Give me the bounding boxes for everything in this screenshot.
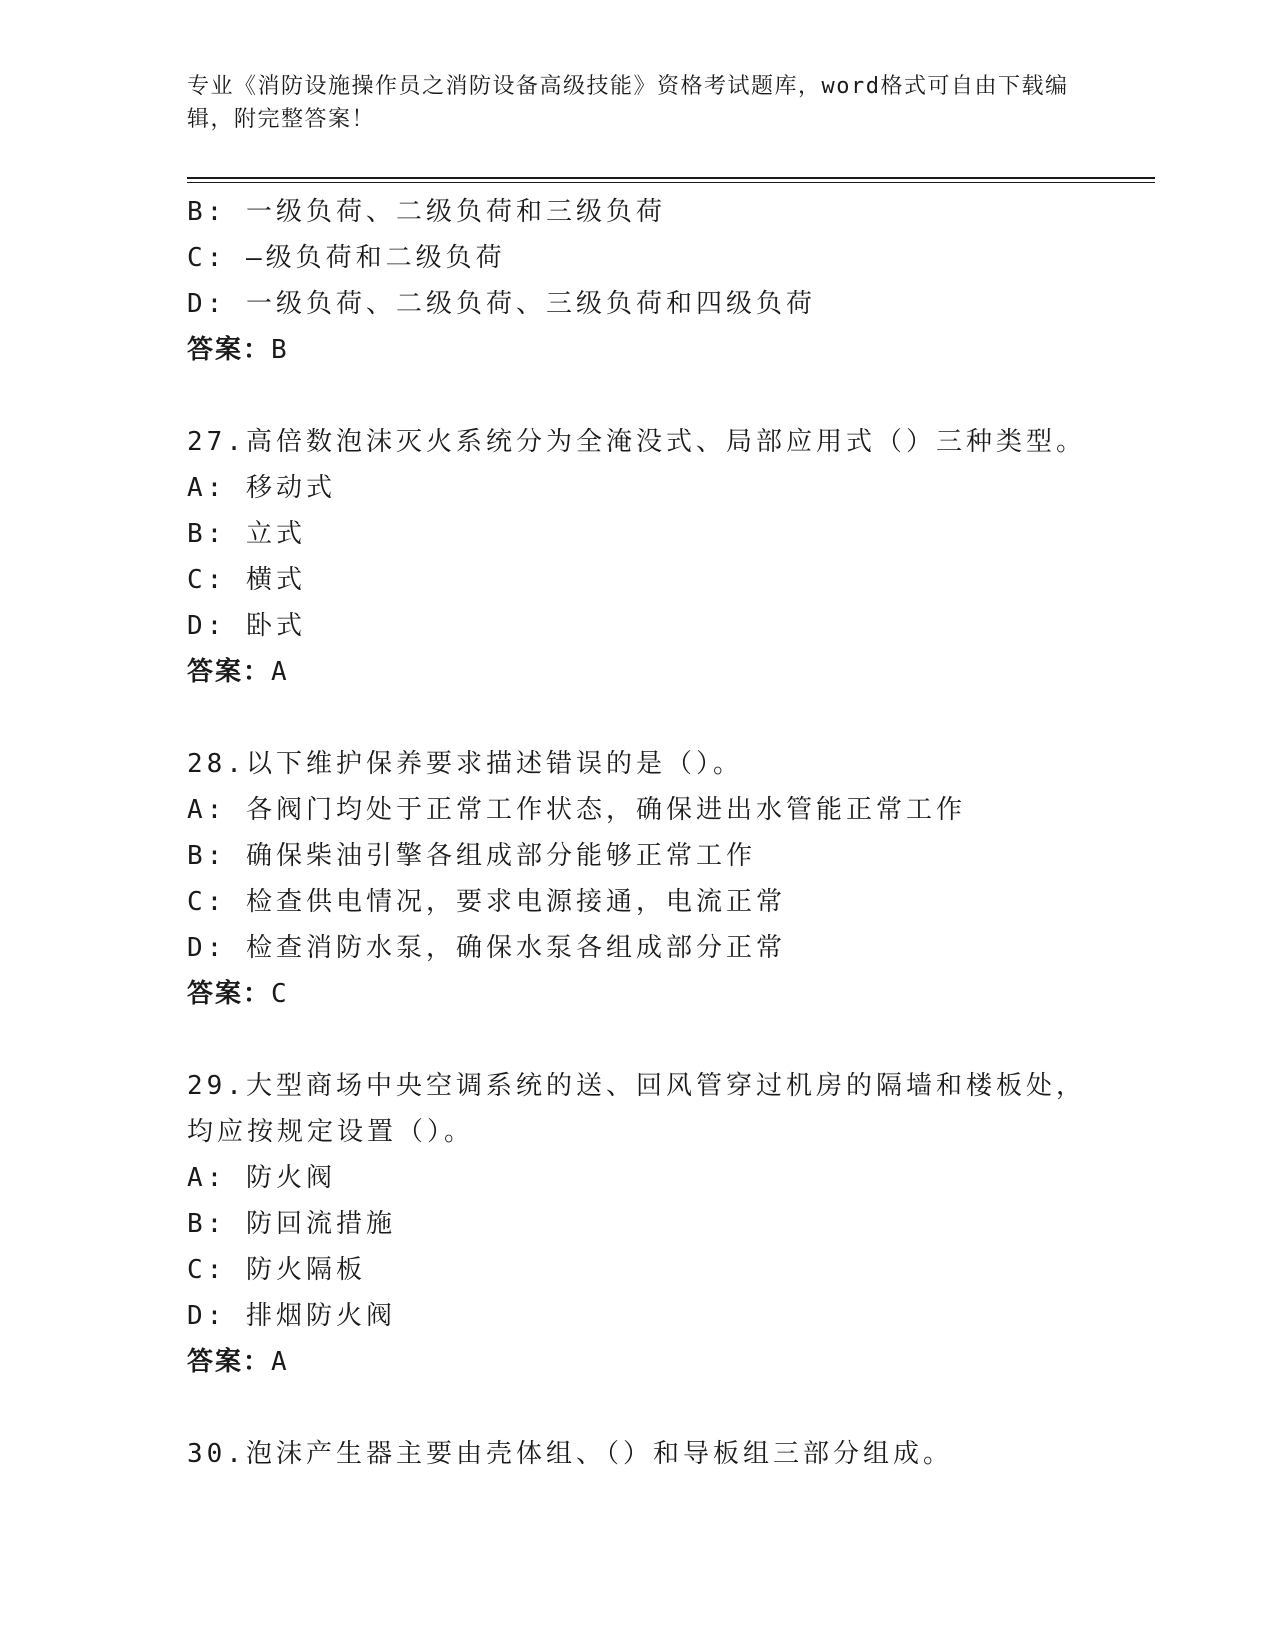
answer-line bbox=[187, 1339, 1107, 1385]
option-b: B: 一级负荷、二级负荷和三级负荷 bbox=[187, 197, 666, 227]
question-30 bbox=[187, 1431, 1107, 1477]
question-27 bbox=[187, 419, 1107, 695]
answer-value: A bbox=[271, 657, 289, 687]
option-a: A: 移动式 bbox=[187, 473, 336, 503]
answer-line bbox=[187, 649, 1107, 695]
question-29 bbox=[187, 1063, 1107, 1385]
question-list bbox=[187, 189, 1107, 1477]
question-stem: 28.以下维护保养要求描述错误的是（）。 bbox=[187, 749, 743, 779]
question-26-continued bbox=[187, 189, 1107, 373]
answer-line bbox=[187, 327, 1107, 373]
option-d: D: 排烟防火阀 bbox=[187, 1301, 396, 1331]
page-header: 专业《消防设施操作员之消防设备高级技能》资格考试题库，word格式可自由下载编辑，附完整答案！ bbox=[187, 74, 1069, 132]
option-c: C: 防火隔板 bbox=[187, 1255, 366, 1285]
answer-label: 答案： bbox=[187, 657, 272, 687]
option-a: A: 防火阀 bbox=[187, 1163, 336, 1193]
option-b: B: 确保柴油引擎各组成部分能够正常工作 bbox=[187, 841, 756, 871]
option-c: C: —级负荷和二级负荷 bbox=[187, 243, 506, 273]
option-d: D: 检查消防水泵，确保水泵各组成部分正常 bbox=[187, 933, 786, 963]
question-stem: 29.大型商场中央空调系统的送、回风管穿过机房的隔墙和楼板处，均应按规定设置（）。 bbox=[187, 1071, 1086, 1147]
answer-label: 答案： bbox=[187, 979, 272, 1009]
answer-value: C bbox=[271, 979, 289, 1009]
question-stem: 30.泡沫产生器主要由壳体组、（）和导板组三部分组成。 bbox=[187, 1439, 953, 1469]
option-a: A: 各阀门均处于正常工作状态，确保进出水管能正常工作 bbox=[187, 795, 966, 825]
answer-value: B bbox=[271, 335, 289, 365]
header-rule-thin bbox=[187, 182, 1155, 183]
answer-value: A bbox=[271, 1347, 289, 1377]
answer-label: 答案： bbox=[187, 1347, 272, 1377]
option-c: C: 检查供电情况，要求电源接通，电流正常 bbox=[187, 887, 786, 917]
option-b: B: 防回流措施 bbox=[187, 1209, 396, 1239]
question-28 bbox=[187, 741, 1107, 1017]
question-stem: 27.高倍数泡沫灭火系统分为全淹没式、局部应用式（）三种类型。 bbox=[187, 427, 1086, 457]
option-b: B: 立式 bbox=[187, 519, 306, 549]
answer-label: 答案： bbox=[187, 335, 272, 365]
option-d: D: 一级负荷、二级负荷、三级负荷和四级负荷 bbox=[187, 289, 816, 319]
option-d: D: 卧式 bbox=[187, 611, 306, 641]
header-rule-thick bbox=[187, 177, 1155, 179]
option-c: C: 横式 bbox=[187, 565, 306, 595]
answer-line bbox=[187, 971, 1107, 1017]
